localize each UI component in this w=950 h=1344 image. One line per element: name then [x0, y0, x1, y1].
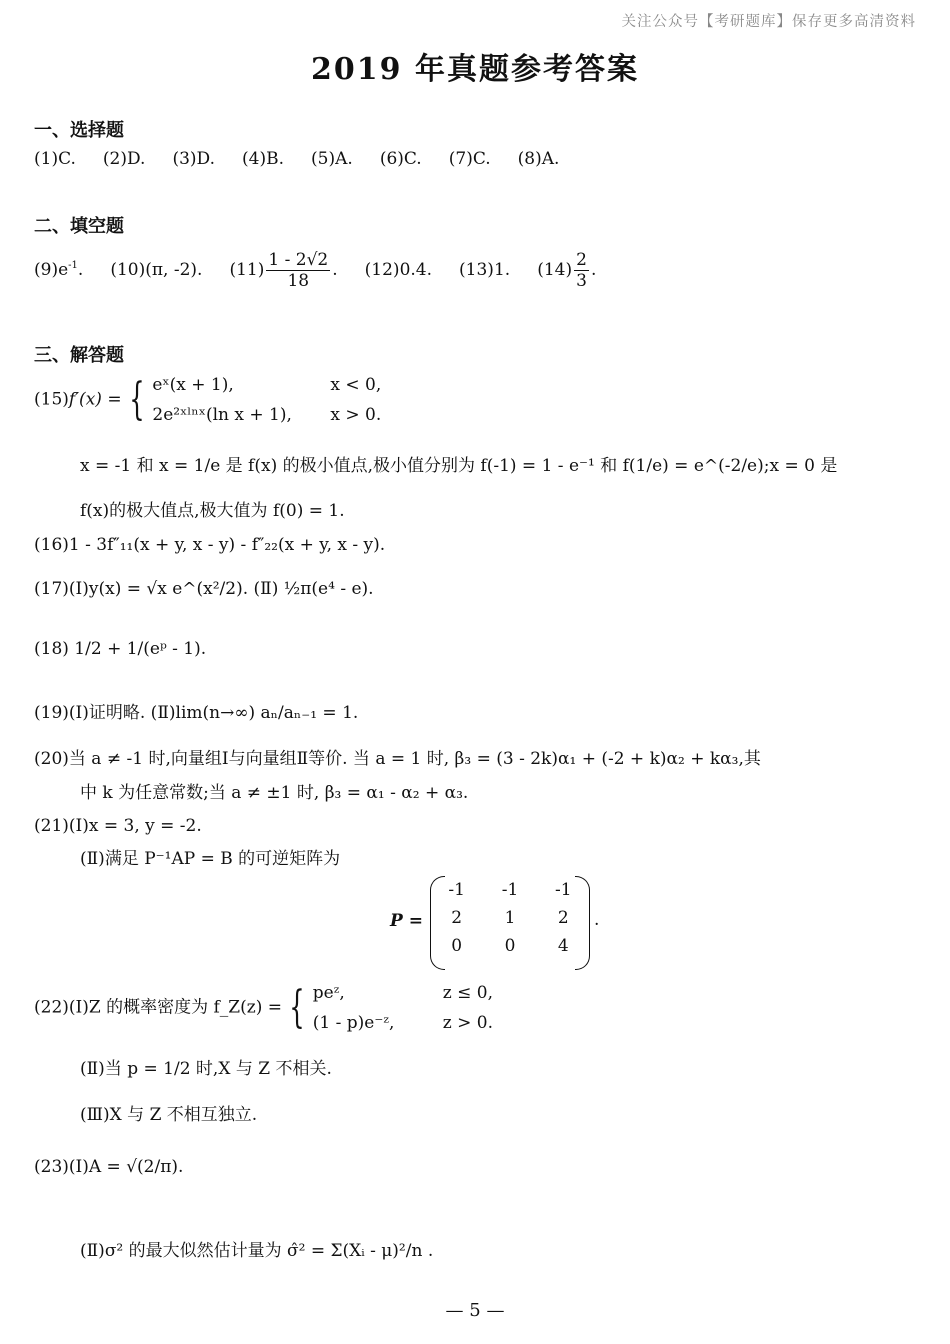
choice-answer: (7)C. [448, 149, 491, 169]
choice-answer: (6)C. [379, 149, 422, 169]
page-title: 2019 年真题参考答案 [311, 52, 639, 87]
fill-answer-12: (12)0.4. [364, 260, 433, 280]
case-2: (1 - p)e⁻ᶻ, [312, 1013, 395, 1033]
choice-answer: (1)C. [34, 149, 76, 169]
answer-20-line-2: 中 k 为任意常数;当 a ≠ ±1 时, β₃ = α₁ - α₂ + α₃. [80, 783, 469, 803]
matrix-p: -1 -1 -1 2 1 2 0 0 4 [430, 876, 590, 968]
watermark-text: 关注公众号【考研题库】保存更多高清资料 [621, 14, 916, 30]
section-heading-solution: 三、解答题 [34, 345, 124, 366]
page-number: — 5 — [445, 1300, 505, 1321]
fill-answer-10: (10)(π, -2). [110, 260, 203, 280]
fill-answers [34, 250, 596, 291]
answer-21-line-1: (21)(Ⅰ)x = 3, y = -2. [34, 816, 202, 836]
choice-answer: (8)A. [517, 149, 560, 169]
answer-17: (17)(Ⅰ)y(x) = √x e^(x²/2). (Ⅱ) ½π(e⁴ - e). [34, 579, 374, 599]
answer-16: (16)1 - 3f″₁₁(x + y, x - y) - f″₂₂(x + y, x - y). [34, 535, 386, 555]
answer-22-part-2: (Ⅱ)当 p = 1/2 时,X 与 Z 不相关. [80, 1059, 332, 1079]
answer-21-line-2: (Ⅱ)满足 P⁻¹AP = B 的可逆矩阵为 [80, 849, 341, 869]
case-1: eˣ(x + 1), [152, 375, 234, 395]
choice-answer: (4)B. [242, 149, 284, 169]
answer-15: (15)f′(x) = { eˣ(x + 1), x < 0, 2e²ˣˡⁿˣ(ln x + 1), x > 0. [34, 370, 381, 430]
answer-23-part-1: (23)(Ⅰ)A = √(2/π). [34, 1157, 184, 1177]
answer-15-text-2: f(x)的极大值点,极大值为 f(0) = 1. [80, 501, 345, 521]
answer-15-text-1: x = -1 和 x = 1/e 是 f(x) 的极小值点,极小值分别为 f(-1) = 1 - e⁻¹ 和 f(1/e) = e^(-2/e);x = 0 是 [80, 456, 838, 476]
answer-18: (18) 1/2 + 1/(eᵖ - 1). [34, 639, 207, 659]
section-heading-choice: 一、选择题 [34, 120, 124, 141]
case-2: 2e²ˣˡⁿˣ(ln x + 1), [152, 405, 292, 425]
choice-answers [34, 148, 559, 170]
fill-answer-14: (14) $\frac{2}{3}$ . [537, 250, 597, 291]
answer-23-part-2: (Ⅱ)σ² 的最大似然估计量为 σ̂² = Σ(Xᵢ - μ)²/n . [80, 1241, 434, 1261]
answer-19: (19)(Ⅰ)证明略. (Ⅱ)lim(n→∞) aₙ/aₙ₋₁ = 1. [34, 703, 359, 723]
fill-answer-9: $(9)e^{-1}$. [34, 260, 84, 280]
answer-22-part-3: (Ⅲ)X 与 Z 不相互独立. [80, 1105, 258, 1125]
choice-answer: (5)A. [311, 149, 353, 169]
fill-answer-11: (11) $\frac{1 - 2√2}{18}$ . [229, 250, 338, 291]
matrix-lhs: P = [390, 911, 423, 931]
choice-answer: (3)D. [172, 149, 215, 169]
fill-answer-13: (13)1. [459, 260, 511, 280]
section-heading-fill: 二、填空题 [34, 216, 124, 237]
matrix-end: . [594, 910, 600, 930]
case-1: peᶻ, [312, 983, 345, 1003]
answer-20-line-1: (20)当 a ≠ -1 时,向量组Ⅰ与向量组Ⅱ等价. 当 a = 1 时, β₃ = (3 - 2k)α₁ + (-2 + k)α₂ + kα₃,其 [34, 749, 761, 769]
choice-answer: (2)D. [102, 149, 146, 169]
answer-22: (22)(Ⅰ)Z 的概率密度为 f_Z(z) = { peᶻ, z ≤ 0, (1 - p)e⁻ᶻ, z > 0. [34, 978, 493, 1038]
